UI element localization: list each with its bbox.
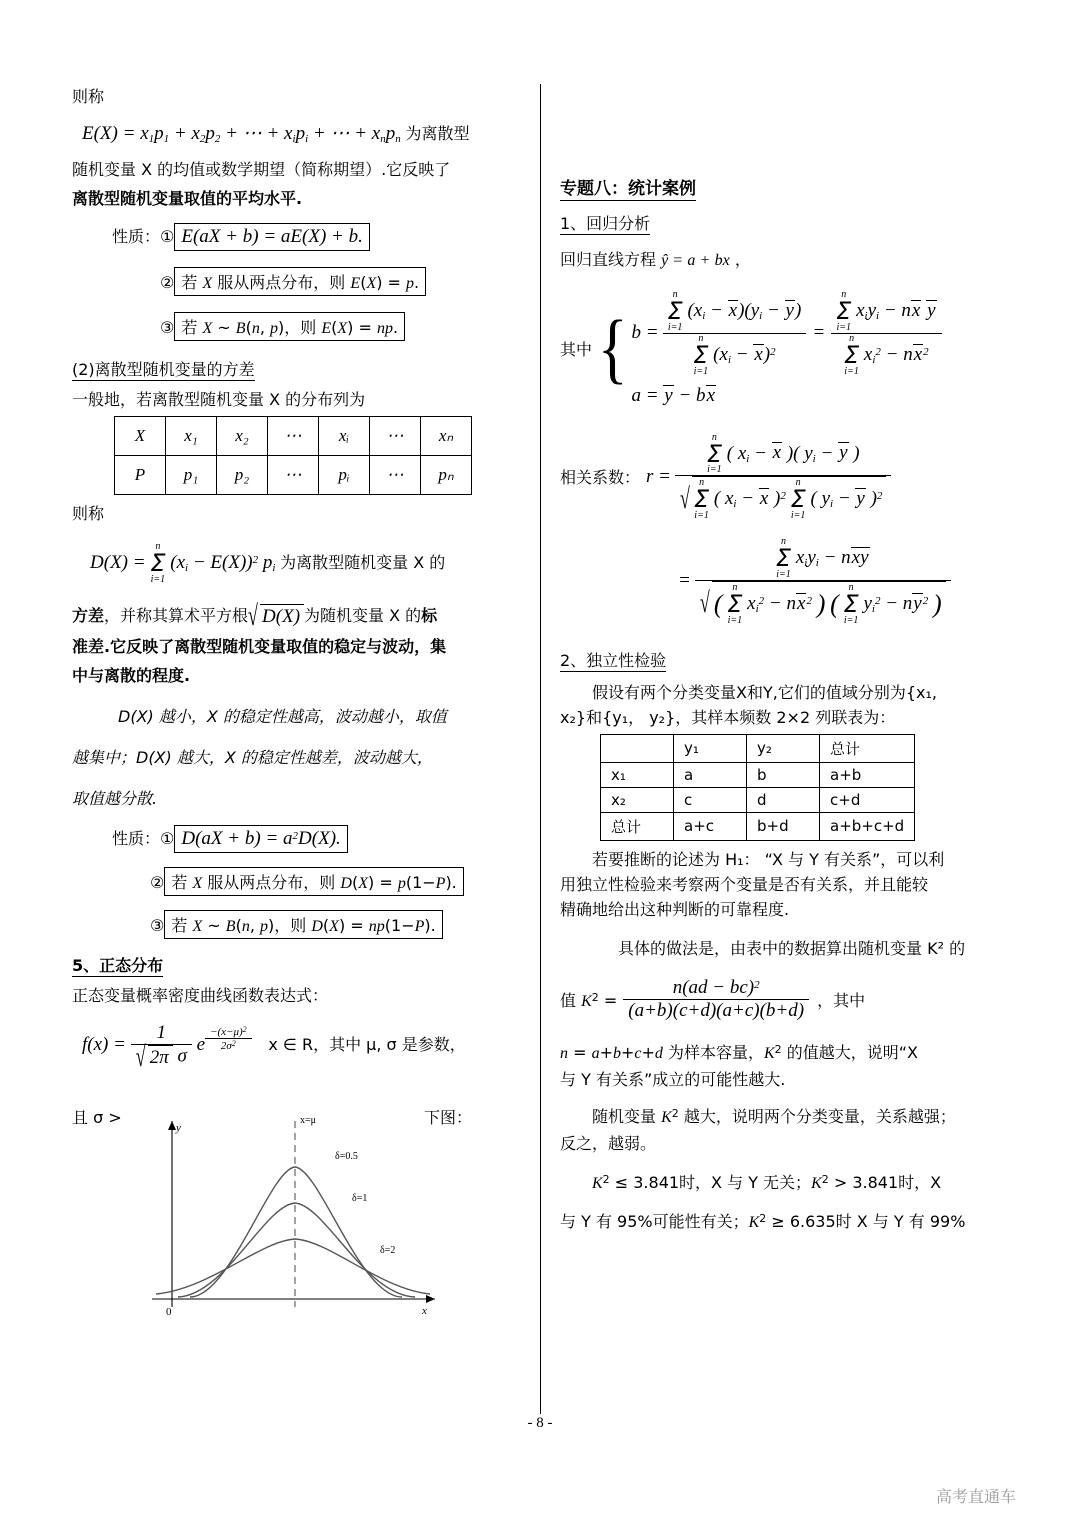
correlation-variable: r = bbox=[646, 465, 671, 487]
right-line-9: 与 Y 有关系”成立的可能性越大. bbox=[560, 1069, 786, 1089]
where-label: 其中 bbox=[560, 339, 593, 359]
cell-pi: pᵢ bbox=[319, 456, 370, 495]
cell-cd: c+d bbox=[820, 787, 915, 812]
k2-tail: ，其中 bbox=[817, 990, 866, 1010]
left-line-4: 一般地，若离散型随机变量 X 的分布列为 bbox=[72, 390, 366, 409]
variance-properties-label: 性质： bbox=[112, 829, 161, 849]
a-equation: a = y − bx bbox=[631, 384, 715, 406]
table-row bbox=[601, 812, 915, 840]
sigma-condition-line bbox=[72, 1105, 522, 1155]
right-line-10: 随机变量 $K^2$ 越大，说明两个分类变量，关系越强； bbox=[592, 1106, 956, 1126]
b-left-fraction: n Σ i=1 $(x_i - x)(y_i - y)$ n Σ i=1 $(x_i - x)^2$ bbox=[663, 290, 807, 377]
normal-density-math: f(x) = 1 √ 2π σ e $\frac{-(x-\mu)^2}{2\sigma^2}$ bbox=[82, 1034, 256, 1055]
cell-P: P bbox=[115, 456, 166, 495]
left-line-5: 则称 bbox=[72, 504, 105, 523]
left-line-7: 准差.它反映了离散型随机变量取值的稳定与波动，集 bbox=[72, 637, 447, 657]
cell-dots3: ⋯ bbox=[268, 456, 319, 495]
cell-dots4: ⋯ bbox=[370, 456, 421, 495]
right-line-1: 回归直线方程 ŷ = a + bx ， bbox=[560, 250, 751, 269]
section-5-heading: 5、正态分布 bbox=[72, 953, 522, 977]
page-number: - 8 - bbox=[527, 1415, 553, 1431]
contingency-table bbox=[600, 734, 915, 841]
variance-formula bbox=[72, 542, 522, 585]
expectation-formula bbox=[72, 121, 522, 145]
cell-xn: xₙ bbox=[421, 417, 472, 456]
cell-p2: p₂ bbox=[217, 456, 268, 495]
cell-total-row: 总计 bbox=[601, 812, 674, 840]
expectation-properties bbox=[72, 223, 522, 251]
variance-properties bbox=[72, 825, 522, 853]
variance-formula-tail: 为离散型随机变量 X 的 bbox=[280, 552, 446, 572]
variance-word: 方差 bbox=[72, 605, 105, 625]
curve-label-2: δ=2 bbox=[380, 1245, 396, 1257]
left-line-1: 则称 bbox=[72, 87, 105, 106]
x-axis-label: x bbox=[422, 1305, 427, 1318]
regression-heading: 1、回归分析 bbox=[560, 211, 1012, 235]
left-line-6 bbox=[72, 603, 522, 629]
right-line-12: $K^2 \le 3.841$时，X 与 Y 无关；$K^2 > 3.841$时，X bbox=[592, 1172, 942, 1192]
variance-property-2-box: 若 X 服从两点分布，则 D(X) = p(1−P). bbox=[164, 867, 463, 896]
normal-density-tail: x ∈ R，其中 μ, σ 是参数， bbox=[268, 1035, 466, 1055]
table-row bbox=[115, 456, 472, 495]
cell-abcd: a+b+c+d bbox=[820, 812, 915, 840]
property-1-box: E(aX + b) = aE(X) + b. bbox=[174, 223, 369, 251]
variance-property-3-number: ③ bbox=[150, 916, 165, 936]
expectation-formula-math: $E(X) = x_1p_1 + x_2p_2$ + ⋯ + $x_ip_i$ + ⋯ + $x_np_n$ bbox=[82, 123, 401, 145]
left-line-2: 随机变量 X 的均值或数学期望（简称期望）.它反映了 bbox=[72, 160, 451, 179]
left-line-3: 离散型随机变量取值的平均水平. bbox=[72, 189, 303, 208]
b-right-fraction: n Σ i=1 $x_iy_i$ − nx y n Σ i=1 $x_i^2 - nx^2$ bbox=[831, 290, 941, 377]
left-line-6-b: ，并称其算术平方根 bbox=[104, 605, 249, 625]
variance-property-2-number: ② bbox=[150, 873, 165, 893]
cell-total-head: 总计 bbox=[820, 734, 915, 762]
left-line-10-a: 且 σ > bbox=[72, 1108, 122, 1128]
normal-density-formula bbox=[72, 1022, 522, 1069]
variance-property-2 bbox=[72, 867, 522, 896]
cell-pn: pₙ bbox=[421, 456, 472, 495]
cell-xi: xᵢ bbox=[319, 417, 370, 456]
table-row bbox=[115, 417, 472, 456]
right-line-3: x₂}和{y₁， y₂}，其样本频数 2×2 列联表为： bbox=[560, 707, 896, 727]
cell-a: a bbox=[674, 762, 747, 787]
variance-property-1-box: $D(aX + b) = a^2D(X)$. bbox=[174, 825, 347, 853]
x-axis-arrow bbox=[426, 1295, 435, 1303]
right-line-5: 用独立性检验来考察两个变量是否有关系，并且能较 bbox=[560, 874, 929, 894]
cell-dots2: ⋯ bbox=[370, 417, 421, 456]
summation-symbol: n Σ i=1 bbox=[150, 541, 166, 585]
cell-d: d bbox=[747, 787, 820, 812]
correlation-alt-fraction: n Σ i=1 $x_iy_i$ − nxy √ ( n Σ i=1 $x_i^2 - nx^2$ ) ( n Σ i=1 $y_i^2 - ny^2$ ) bbox=[695, 537, 951, 626]
table-header-row bbox=[601, 734, 915, 762]
independence-heading: 2、独立性检验 bbox=[560, 648, 1012, 672]
right-line-13: 与 Y 有 95%可能性有关；$K^2 \ge 6.635$时 X 与 Y 有 99% bbox=[560, 1211, 966, 1231]
cell-x1: x₁ bbox=[601, 762, 674, 787]
left-column bbox=[72, 84, 522, 1324]
cell-x2: x₂ bbox=[601, 787, 674, 812]
right-column bbox=[560, 84, 1012, 1232]
topic-heading: 专题八：统计案例 bbox=[560, 174, 1012, 201]
mu-label: x=μ bbox=[300, 1115, 317, 1127]
variance-property-1-number: ① bbox=[160, 829, 175, 849]
sqrt-dx: √ D(X) bbox=[248, 605, 304, 626]
watermark: 高考直通车 bbox=[935, 1487, 1016, 1506]
y-axis-label: y bbox=[176, 1122, 181, 1135]
cell-c: c bbox=[674, 787, 747, 812]
right-line-8: n = a+b+c+d 为样本容量，$K^2$ 的值越大，说明“X bbox=[560, 1042, 919, 1062]
variance-formula-math: D(X) = n Σ i=1 $(x_i - E(X))^2$ $p_i$ bbox=[90, 541, 276, 585]
property-3-box: 若 X ~ B(n, p)，则 E(X) = np. bbox=[174, 312, 405, 341]
table-row bbox=[601, 762, 915, 787]
left-line-8: 中与离散的程度. bbox=[72, 666, 191, 686]
variance-subtitle: (2)离散型随机变量的方差 bbox=[72, 357, 522, 381]
variance-italic-1: D(X) 越小，X 的稳定性越高，波动越小，取值 bbox=[118, 707, 447, 727]
property-3-number: ③ bbox=[160, 318, 175, 337]
cell-x2: x₂ bbox=[217, 417, 268, 456]
cell-bd: b+d bbox=[747, 812, 820, 840]
variance-italic-3: 取值越分散. bbox=[72, 789, 158, 809]
cell-y2: y₂ bbox=[747, 734, 820, 762]
right-line-2: 假设有两个分类变量X和Y,它们的值域分别为{x₁, bbox=[592, 682, 937, 702]
expectation-formula-tail: 为离散型 bbox=[405, 124, 470, 143]
variance-property-3 bbox=[72, 910, 522, 939]
curve-label-1: δ=1 bbox=[352, 1193, 368, 1205]
property-1-number: ① bbox=[160, 227, 175, 246]
property-2-number: ② bbox=[160, 273, 175, 292]
cell-ab: a+b bbox=[820, 762, 915, 787]
regression-b-formula bbox=[560, 290, 1012, 407]
correlation-fraction: n Σ i=1 ( $x_i - x$ )( $y_i - y$ ) √ n Σ i=1 ( $x_i - x$ )$^2$ n Σ i=1 ( $y_i - y$ )$^2$ bbox=[675, 433, 891, 522]
variance-property-3-box: 若 X ~ B(n, p)，则 D(X) = np(1−P). bbox=[164, 910, 442, 939]
cell-x1: x₁ bbox=[166, 417, 217, 456]
table-row bbox=[601, 787, 915, 812]
property-2-box: 若 X 服从两点分布，则 E(X) = p. bbox=[174, 267, 426, 296]
cell-X: X bbox=[115, 417, 166, 456]
properties-label: 性质： bbox=[112, 227, 161, 246]
cell-corner bbox=[601, 734, 674, 762]
cell-dots1: ⋯ bbox=[268, 417, 319, 456]
cell-b: b bbox=[747, 762, 820, 787]
right-line-6: 精确地给出这种判断的可靠程度. bbox=[560, 899, 790, 919]
cell-ac: a+c bbox=[674, 812, 747, 840]
expectation-property-3 bbox=[72, 312, 522, 341]
brace-symbol: { bbox=[597, 304, 628, 392]
b-equation: b = n Σ i=1 $(x_i - x)(y_i - y)$ n Σ i=1 $(x_i - x)^2$ = n Σ i=1 $x_iy_i$ − nx y n Σ i=1 $x_i^2 - nx^2$ bbox=[631, 290, 941, 377]
correlation-formula-alt: = n Σ i=1 $x_iy_i$ − nxy √ ( n Σ i=1 $x_i^2 - nx^2$ ) ( n Σ i=1 $y_i^2 - ny^2$ ) bbox=[560, 537, 1012, 626]
variance-italic-2: 越集中；D(X) 越大，X 的稳定性越差，波动越大， bbox=[72, 748, 433, 768]
left-line-6-e: 标 bbox=[421, 605, 438, 625]
curve-sigma-0-5 bbox=[190, 1167, 402, 1297]
right-line-4: 若要推断的论述为 H₁： “X 与 Y 有关系”，可以利 bbox=[592, 849, 945, 869]
column-divider bbox=[540, 84, 541, 1414]
left-line-9: 正态变量概率密度曲线函数表达式： bbox=[72, 986, 329, 1006]
left-line-10-b: 下图： bbox=[424, 1108, 473, 1128]
correlation-label: 相关系数： bbox=[560, 468, 641, 488]
correlation-formula bbox=[560, 433, 1012, 522]
expectation-property-2 bbox=[72, 267, 522, 296]
curve-label-0-5: δ=0.5 bbox=[335, 1151, 358, 1163]
right-line-11: 反之，越弱。 bbox=[560, 1133, 657, 1153]
left-line-6-d: 为随机变量 X 的 bbox=[304, 605, 422, 625]
normal-fraction: 1 √ 2π σ bbox=[131, 1022, 192, 1069]
cell-y1: y₁ bbox=[674, 734, 747, 762]
right-line-7: 具体的做法是，由表中的数据算出随机变量 K² 的 bbox=[618, 938, 966, 958]
k2-formula bbox=[560, 977, 1012, 1022]
k2-label: 值 $K^2$ = bbox=[560, 990, 618, 1010]
cell-p1: p₁ bbox=[166, 456, 217, 495]
origin-label: 0 bbox=[166, 1306, 172, 1319]
k2-fraction: $\frac{n(ad - bc)^2}{(a+b)(c+d)(a+c)(b+d)}$ bbox=[623, 977, 809, 1022]
distribution-table bbox=[114, 416, 472, 495]
